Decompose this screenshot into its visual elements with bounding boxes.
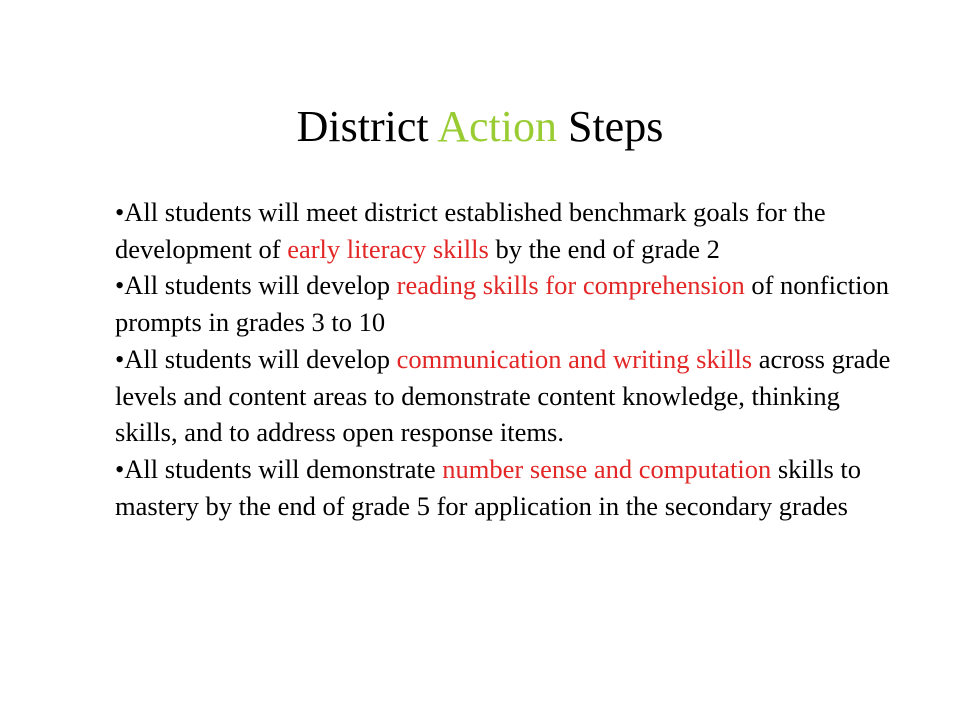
bullet-highlight: communication and writing skills <box>396 343 753 374</box>
bullet-text: of nonfiction prompts in grades 3 to 10 <box>115 270 889 338</box>
bullet-highlight: number sense and computation <box>442 453 772 484</box>
bullet-text: across grade levels and content areas to demonstrate content knowledge, thinking skills, and to address open response items. <box>115 343 891 448</box>
bullet-item-number-sense <box>115 451 895 524</box>
bullet-text: •All students will develop <box>115 343 397 374</box>
slide-title <box>0 100 960 154</box>
bullet-text: •All students will meet district established benchmark goals for the development of <box>115 197 826 264</box>
bullet-text: by the end of grade 2 <box>488 233 720 264</box>
title-text-start: District <box>296 102 438 151</box>
bullet-text: •All students will demonstrate <box>115 453 443 484</box>
bullet-item-reading-skills <box>115 267 895 340</box>
bullet-item-early-literacy <box>115 194 895 267</box>
bullet-text: skills to mastery by the end of grade 5 for application in the secondary grades <box>115 453 862 521</box>
bullet-list <box>115 194 895 524</box>
bullet-text: •All students will develop <box>115 270 397 301</box>
title-text-end: Steps <box>556 102 664 151</box>
bullet-item-communication-writing <box>115 341 895 451</box>
title-accent-word: Action <box>437 102 557 151</box>
bullet-highlight: reading skills for comprehension <box>396 270 745 301</box>
bullet-highlight: early literacy skills <box>287 233 489 264</box>
